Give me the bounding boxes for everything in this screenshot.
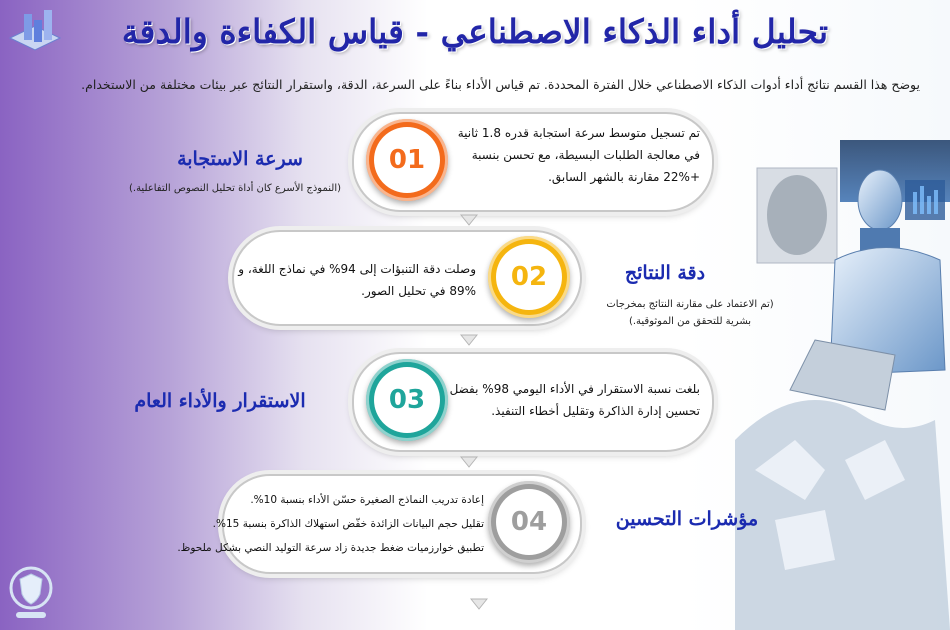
- step-2-heading: دقة النتائج: [624, 262, 706, 284]
- step-4-text: [177, 488, 484, 560]
- step-4-heading: مؤشرات التحسين: [615, 508, 759, 530]
- robot-illustration: [735, 140, 950, 630]
- step-2-text: [240, 258, 476, 302]
- page-title: تحليل أداء الذكاء الاصطناعي - قياس الكفاءة والدقة: [121, 12, 829, 51]
- step-3-text: [449, 378, 700, 422]
- step-1-line: تم تسجيل متوسط سرعة استجابة قدره 1.8 ثانية: [457, 126, 700, 140]
- step-1-line: في معالجة الطلبات البسيطة، مع تحسن بنسبة: [471, 148, 700, 162]
- chevron-down-icon: [460, 214, 478, 226]
- step-4-circle: [488, 481, 570, 563]
- chevron-down-icon: [460, 334, 478, 346]
- step-1-text: [457, 122, 700, 188]
- step-3-line: بلغت نسبة الاستقرار في الأداء اليومي 98% بفضل: [449, 382, 700, 396]
- step-1-number: 01: [374, 127, 440, 193]
- step-2-line: وصلت دقة التنبؤات إلى 94% في نماذج اللغة، و: [238, 262, 476, 276]
- chevron-down-icon: [460, 456, 478, 468]
- logo-icon: [6, 8, 64, 52]
- step-3-number: 03: [374, 367, 440, 433]
- step-1-circle: [366, 119, 448, 201]
- step-1-note: (النموذج الأسرع كان أداة تحليل النصوص التفاعلية.): [128, 183, 341, 194]
- step-2-number: 02: [496, 244, 562, 310]
- step-4-line: تقليل حجم البيانات الزائدة خفّض استهلاك الذاكرة بنسبة 15%.: [212, 518, 484, 530]
- chevron-down-icon: [470, 598, 488, 610]
- step-4-number: 04: [496, 489, 562, 555]
- intro-text: يوضح هذا القسم نتائج أداء أدوات الذكاء الاصطناعي خلال الفترة المحددة. تم قياس الأداء بناءً على السرعة، الدقة، واستقرار النتائج عبر بيئات مختلفة من الاستخدام.: [81, 77, 920, 92]
- step-2-note: [590, 296, 790, 330]
- step-1-line: +22% مقارنة بالشهر السابق.: [548, 170, 700, 184]
- step-2-line: 89% في تحليل الصور.: [361, 284, 476, 298]
- step-2-note-line: بشرية للتحقق من الموثوقية.): [628, 316, 752, 327]
- step-3-heading: الاستقرار والأداء العام: [134, 390, 306, 412]
- step-3-line: تحسين إدارة الذاكرة وتقليل أخطاء التنفيذ.: [491, 404, 700, 418]
- step-4-line: إعادة تدريب النماذج الصغيرة حسّن الأداء بنسبة 10%.: [250, 494, 484, 506]
- shield-badge-icon: [8, 566, 54, 624]
- step-2-note-line: (تم الاعتماد على مقارنة النتائج بمخرجات: [606, 299, 774, 310]
- step-1-heading: سرعة الاستجابة: [177, 148, 303, 170]
- step-3-circle: [366, 359, 448, 441]
- step-4-line: تطبيق خوارزميات ضغط جديدة زاد سرعة التوليد النصي بشكل ملحوظ.: [177, 542, 484, 554]
- step-2-circle: [488, 236, 570, 318]
